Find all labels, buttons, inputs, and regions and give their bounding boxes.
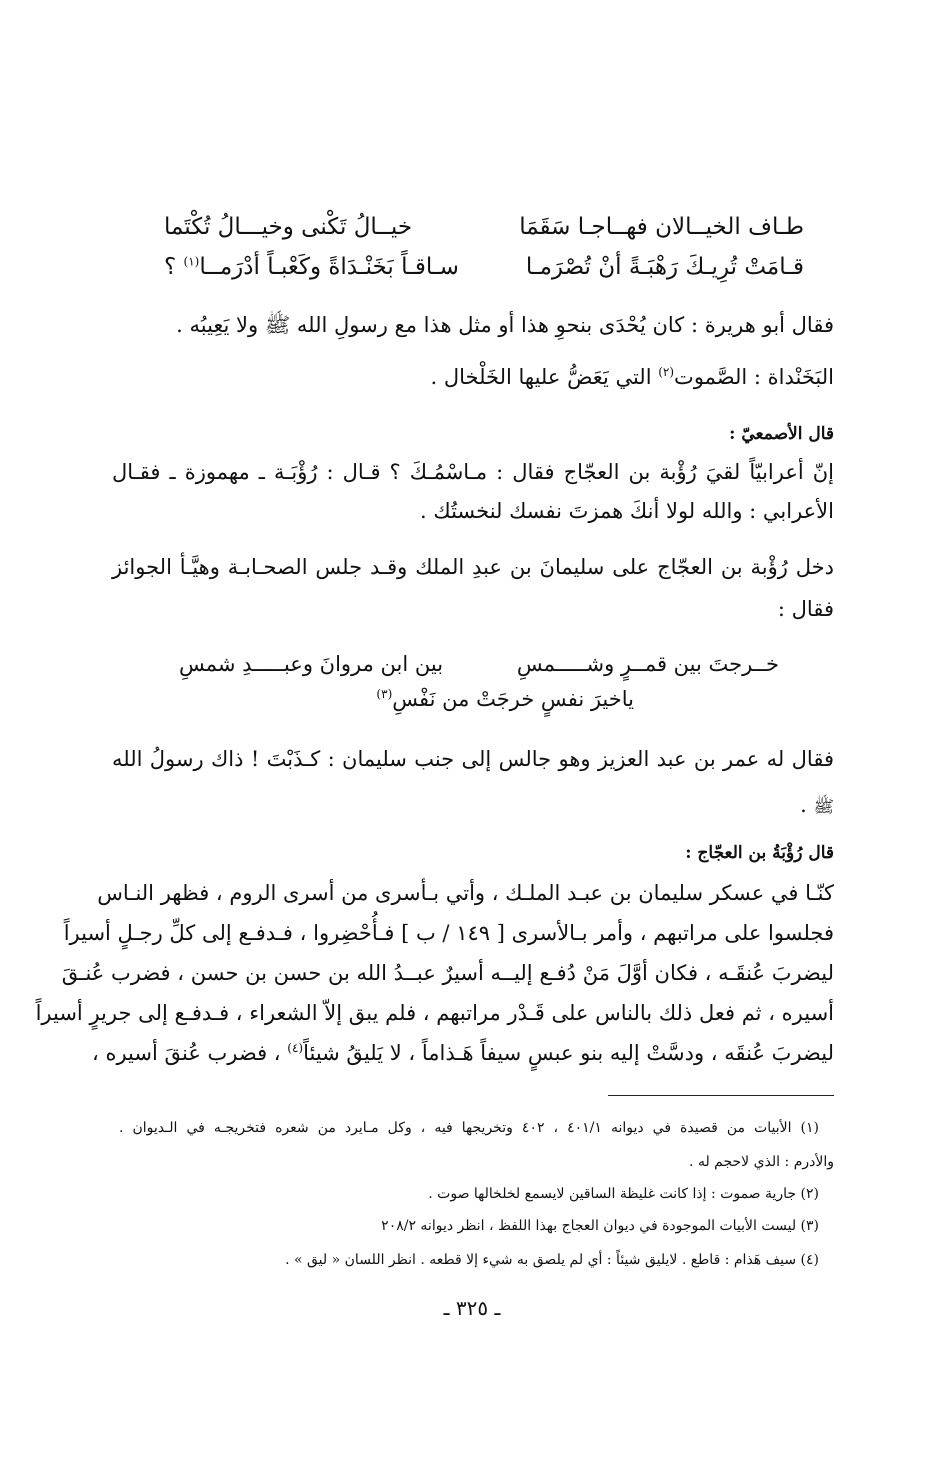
question-mark: ؟ <box>164 254 177 280</box>
verse-block-2 <box>179 646 779 716</box>
paragraph-line: أسيره ، ثم فعل ذلك بالناس على قَـدْر مراتبهم ، فلم يبق إلاّ الشعراء ، فـدفـع إلى جريرٍ أسيراً <box>35 1001 834 1025</box>
paragraph-line: كنّـا في عسكر سليمان بن عبـد الملـك ، وأتي بـأسرى من أسرى الروم ، فظهر النـاس <box>97 881 834 905</box>
footnote-line: (٣) ليست الأبيات الموجودة في ديوان العجاج بهذا اللفظ ، انظر ديوانه ٢٠٨/٢ <box>381 1218 819 1234</box>
footnote-line: (٤) سيف هَذام : قاطع . لايليق شيئاً : أي لم يلصق به شيء إلا قطعه . انظر اللسان « ليق » . <box>285 1252 819 1268</box>
paragraph-line: دخل رُؤْبة بن العجّاج على سليمانَ بن عبدِ الملك وقـد جلس الصحـابـة وهيَّـأ الجوائز <box>112 555 834 579</box>
verse-line <box>164 207 804 247</box>
verse-line <box>164 247 804 287</box>
text-segment: البَخَنْداة : الصَّموت <box>674 365 834 389</box>
verse-text: ياخيرَ نفسٍ خرجَتْ من نَفْسِ <box>392 687 634 711</box>
footnote-line: والأدرم : الذي لاحجم له . <box>689 1154 834 1170</box>
page-number: ـ ٣٢٥ ـ <box>443 1296 501 1320</box>
salla-symbol: ﷺ <box>813 797 834 817</box>
verse-hemistich: خــرجتَ بين قمــرٍ وشـــــمسِ <box>516 652 779 676</box>
footnote-marker: (٢) <box>658 365 675 379</box>
verse-hemistich <box>164 247 459 287</box>
paragraph-line <box>91 1038 834 1068</box>
verse-line <box>179 646 779 682</box>
verse-hemistich: بين ابن مروانَ وعبـــــدِ شمسِ <box>179 652 444 676</box>
text-segment: ، فضرب عُنقَ أسيره ، <box>91 1041 288 1065</box>
footnote-line: (٢) جارية صموت : إذا كانت غليظة الساقين لايسمع لخلخالها صوت . <box>428 1186 819 1202</box>
section-heading: قال الأصمعيّ : <box>729 424 834 444</box>
paragraph-line: ليضربَ عُنقَـه ، فكان أوَّلَ مَنْ دُفـع إليــه أسيرٌ عبــدُ الله بن حسن بن حسن ، فضرب عُنـقَ <box>61 961 834 985</box>
paragraph-line: الأعرابي : والله لولا أنكَ همزتَ نفسك لنخستُك . <box>420 499 834 523</box>
footnote-line: (١) الأبيات من قصيدة في ديوانه ٤٠١/١ ، ٤٠٢ وتخريجها فيه ، وكل مـايرد من شعره فتخريجـه في الـديوان . <box>119 1120 820 1136</box>
paragraph-line <box>112 362 834 392</box>
verse-hemistich: طـاف الخيــالان فهــاجـا سَقَمَا <box>519 214 804 240</box>
paragraph-line: فقال : <box>777 597 834 621</box>
verse-hemistich: خيــالُ تَكْنى وخيـــالُ تُكْتَما <box>164 214 413 240</box>
section-heading: قال رُؤْبَةُ بن العجّاج : <box>685 843 834 863</box>
paragraph-line <box>112 790 834 822</box>
text-segment: . <box>800 793 807 817</box>
paragraph-line: فقال له عمر بن عبد العزيز وهو جالس إلى جنب سليمان : كـذَبْتَ ! ذاك رسولُ الله <box>112 747 834 771</box>
verse-block-1 <box>164 207 804 287</box>
verse-hemistich: قـامَتْ تُرِيـكَ رَهْبَـةً أنْ تُصْرَمـا <box>525 254 804 280</box>
paragraph-line: إنّ أعرابيّاً لقيَ رُؤْبة بن العجّاج فقال : مـاسْمُـكَ ؟ قـال : رُؤْبَـة ـ مهموزة ـ فقـال <box>112 460 834 484</box>
paragraph-line: فجلسوا على مراتبهم ، وأمر بـالأسرى [ ١٤٩ / ب ] فـأُحْضِروا ، فـدفـع إلى كلِّ رجـلٍ أسيراً <box>63 921 834 945</box>
footnote-separator <box>608 1095 834 1096</box>
verse-text: سـاقـاً بَخَنْـدَاةً وكَعْبـاً أدْرَمــا <box>199 254 459 280</box>
paragraph-line: فقال أبو هريرة : كان يُحْدَى بنحوِ هذا أو مثل هذا مع رسولِ الله ﷺ ولا يَعِيبُه . <box>176 313 834 337</box>
text-segment: ليضربَ عُنقَه ، ودسَّتْ إليه بنو عبسٍ سيفاً هَـذاماً ، لا يَليقُ شيئاً <box>303 1041 834 1065</box>
footnote-marker: (٣) <box>376 687 393 701</box>
text-segment: التي يَعَضُّ عليها الخَلْخال . <box>430 365 659 389</box>
footnote-marker: (١) <box>183 254 200 269</box>
footnote-marker: (٤) <box>287 1041 304 1055</box>
verse-line-centered <box>179 682 779 716</box>
